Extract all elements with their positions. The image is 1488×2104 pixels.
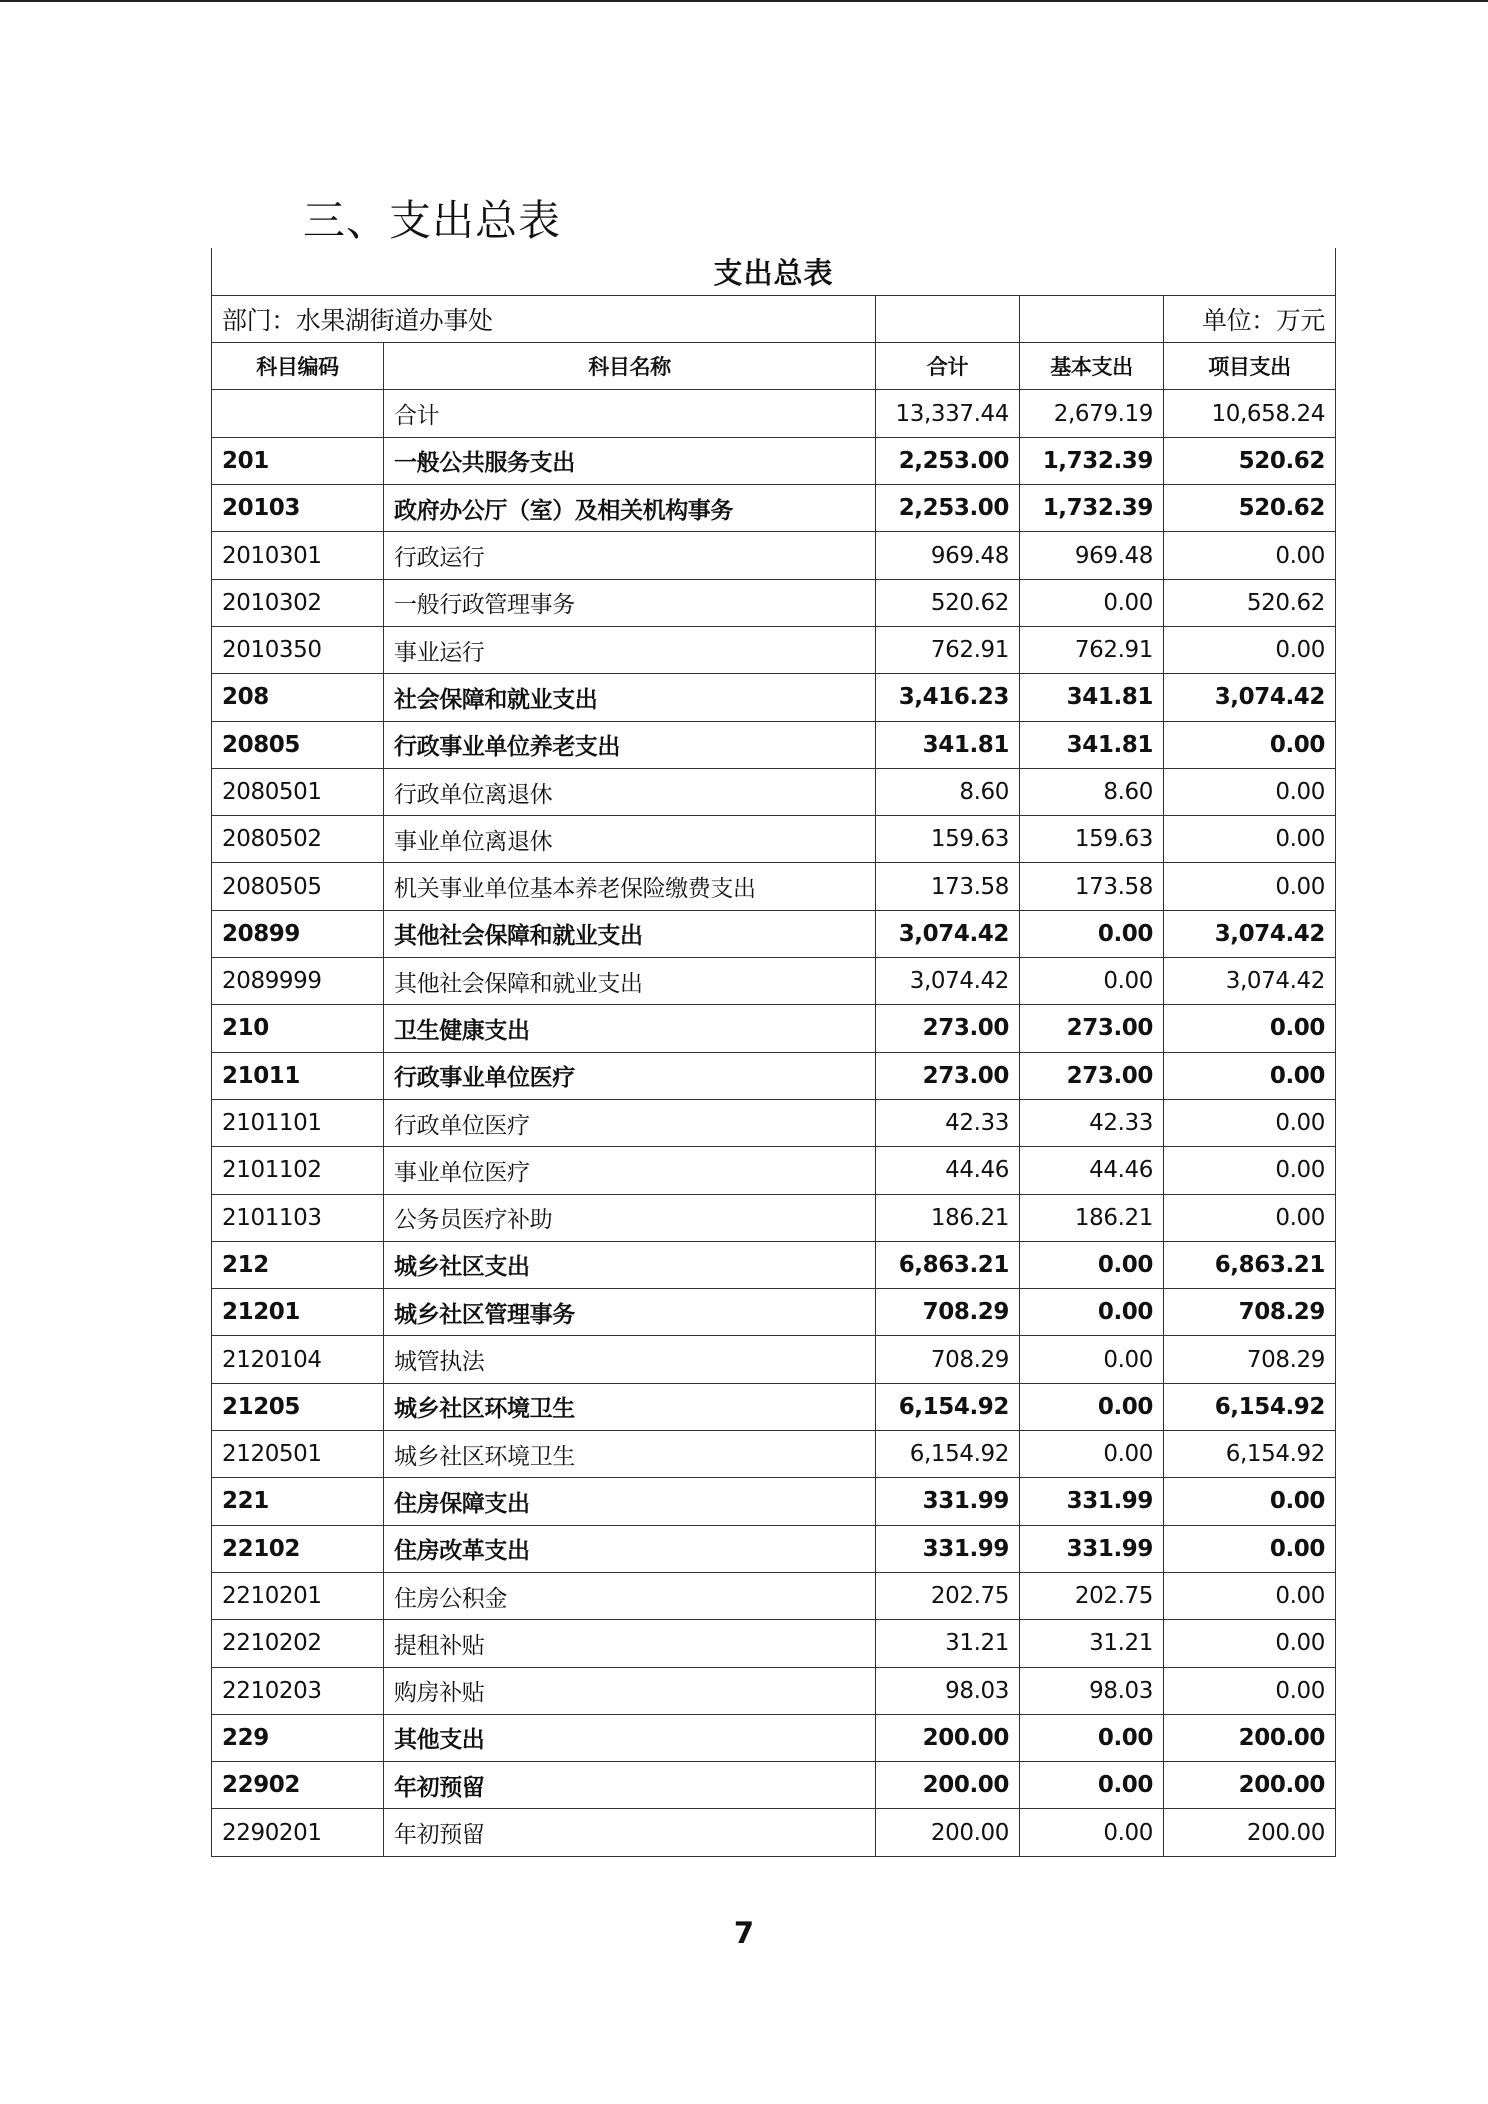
cell-total: 273.00 [876, 1052, 1020, 1099]
cell-code: 2290201 [212, 1809, 384, 1856]
cell-code: 22102 [212, 1525, 384, 1572]
meta-empty-cell [876, 295, 1020, 342]
cell-name: 事业运行 [384, 626, 876, 673]
cell-project: 708.29 [1164, 1336, 1336, 1383]
cell-code: 201 [212, 437, 384, 484]
cell-name: 住房公积金 [384, 1572, 876, 1619]
cell-code: 2089999 [212, 958, 384, 1005]
cell-name: 城乡社区支出 [384, 1241, 876, 1288]
table-row [212, 1099, 1336, 1146]
table-row [212, 1714, 1336, 1761]
cell-code: 210 [212, 1005, 384, 1052]
cell-total: 42.33 [876, 1099, 1020, 1146]
page-number: 7 [733, 1916, 755, 1950]
cell-total: 3,416.23 [876, 674, 1020, 721]
cell-name: 其他社会保障和就业支出 [384, 958, 876, 1005]
table-row [212, 390, 1336, 437]
cell-total: 13,337.44 [876, 390, 1020, 437]
cell-code: 2010350 [212, 626, 384, 673]
cell-total: 708.29 [876, 1336, 1020, 1383]
cell-total: 202.75 [876, 1572, 1020, 1619]
cell-code: 2010302 [212, 579, 384, 626]
table-row [212, 1478, 1336, 1525]
cell-total: 3,074.42 [876, 910, 1020, 957]
cell-project: 0.00 [1164, 1052, 1336, 1099]
cell-total: 3,074.42 [876, 958, 1020, 1005]
cell-project: 708.29 [1164, 1289, 1336, 1336]
cell-total: 520.62 [876, 579, 1020, 626]
table-row [212, 1005, 1336, 1052]
cell-project: 0.00 [1164, 768, 1336, 815]
header-code: 科目编码 [212, 343, 384, 390]
cell-basic: 0.00 [1020, 579, 1164, 626]
table-row [212, 1572, 1336, 1619]
cell-project: 0.00 [1164, 721, 1336, 768]
cell-name: 提租补贴 [384, 1620, 876, 1667]
top-border-line [0, 0, 1488, 2]
table-row [212, 674, 1336, 721]
cell-project: 10,658.24 [1164, 390, 1336, 437]
cell-code: 20103 [212, 485, 384, 532]
table-header-row [212, 343, 1336, 390]
cell-project: 0.00 [1164, 1005, 1336, 1052]
cell-total: 762.91 [876, 626, 1020, 673]
cell-basic: 159.63 [1020, 816, 1164, 863]
cell-project: 6,863.21 [1164, 1241, 1336, 1288]
cell-project: 0.00 [1164, 1478, 1336, 1525]
cell-project: 0.00 [1164, 1667, 1336, 1714]
cell-basic: 186.21 [1020, 1194, 1164, 1241]
cell-total: 173.58 [876, 863, 1020, 910]
cell-code: 2080505 [212, 863, 384, 910]
cell-name: 公务员医疗补助 [384, 1194, 876, 1241]
cell-name: 其他社会保障和就业支出 [384, 910, 876, 957]
table-row [212, 1052, 1336, 1099]
table-row [212, 1431, 1336, 1478]
cell-total: 200.00 [876, 1714, 1020, 1761]
cell-basic: 762.91 [1020, 626, 1164, 673]
cell-total: 159.63 [876, 816, 1020, 863]
table-row [212, 768, 1336, 815]
cell-name: 一般行政管理事务 [384, 579, 876, 626]
cell-basic: 0.00 [1020, 1383, 1164, 1430]
cell-code: 21011 [212, 1052, 384, 1099]
cell-basic: 1,732.39 [1020, 437, 1164, 484]
table-row [212, 626, 1336, 673]
header-total: 合计 [876, 343, 1020, 390]
cell-total: 186.21 [876, 1194, 1020, 1241]
expense-summary-table [211, 248, 1336, 1857]
cell-name: 社会保障和就业支出 [384, 674, 876, 721]
cell-name: 住房保障支出 [384, 1478, 876, 1525]
cell-code: 2210202 [212, 1620, 384, 1667]
table-row [212, 1762, 1336, 1809]
table-row [212, 1194, 1336, 1241]
cell-project: 0.00 [1164, 1194, 1336, 1241]
cell-project: 3,074.42 [1164, 910, 1336, 957]
cell-project: 3,074.42 [1164, 674, 1336, 721]
meta-empty-cell [1020, 295, 1164, 342]
cell-project: 0.00 [1164, 626, 1336, 673]
cell-total: 8.60 [876, 768, 1020, 815]
cell-project: 520.62 [1164, 485, 1336, 532]
table-row [212, 1525, 1336, 1572]
cell-basic: 8.60 [1020, 768, 1164, 815]
cell-code: 229 [212, 1714, 384, 1761]
table-row [212, 1809, 1336, 1856]
cell-basic: 0.00 [1020, 1809, 1164, 1856]
cell-name: 年初预留 [384, 1809, 876, 1856]
cell-total: 273.00 [876, 1005, 1020, 1052]
cell-basic: 341.81 [1020, 674, 1164, 721]
cell-code: 2080502 [212, 816, 384, 863]
cell-basic: 273.00 [1020, 1052, 1164, 1099]
cell-total: 6,154.92 [876, 1431, 1020, 1478]
cell-name: 卫生健康支出 [384, 1005, 876, 1052]
cell-project: 200.00 [1164, 1809, 1336, 1856]
cell-code: 20899 [212, 910, 384, 957]
table-row [212, 816, 1336, 863]
cell-basic: 273.00 [1020, 1005, 1164, 1052]
table-caption: 支出总表 [212, 248, 1336, 295]
cell-name: 城乡社区管理事务 [384, 1289, 876, 1336]
table-row [212, 1289, 1336, 1336]
cell-code: 20805 [212, 721, 384, 768]
department-label: 部门：水果湖街道办事处 [212, 295, 876, 342]
cell-total: 6,154.92 [876, 1383, 1020, 1430]
cell-name: 政府办公厅（室）及相关机构事务 [384, 485, 876, 532]
table-row [212, 1667, 1336, 1714]
cell-basic: 969.48 [1020, 532, 1164, 579]
cell-name: 城乡社区环境卫生 [384, 1383, 876, 1430]
cell-project: 0.00 [1164, 1099, 1336, 1146]
cell-name: 购房补贴 [384, 1667, 876, 1714]
cell-project: 200.00 [1164, 1762, 1336, 1809]
table-caption-row [212, 248, 1336, 295]
cell-project: 200.00 [1164, 1714, 1336, 1761]
table-row [212, 958, 1336, 1005]
cell-basic: 0.00 [1020, 1336, 1164, 1383]
cell-basic: 331.99 [1020, 1478, 1164, 1525]
cell-project: 520.62 [1164, 437, 1336, 484]
cell-project: 0.00 [1164, 1572, 1336, 1619]
cell-total: 331.99 [876, 1478, 1020, 1525]
table-row [212, 579, 1336, 626]
table-row [212, 1147, 1336, 1194]
table-body [212, 248, 1336, 1856]
cell-code: 212 [212, 1241, 384, 1288]
cell-code: 2101101 [212, 1099, 384, 1146]
table-row [212, 1620, 1336, 1667]
cell-name: 城乡社区环境卫生 [384, 1431, 876, 1478]
cell-code: 21205 [212, 1383, 384, 1430]
table-row [212, 532, 1336, 579]
table-meta-row [212, 295, 1336, 342]
cell-name: 合计 [384, 390, 876, 437]
cell-total: 200.00 [876, 1809, 1020, 1856]
cell-total: 2,253.00 [876, 485, 1020, 532]
table-row [212, 910, 1336, 957]
cell-total: 200.00 [876, 1762, 1020, 1809]
cell-code: 221 [212, 1478, 384, 1525]
header-basic: 基本支出 [1020, 343, 1164, 390]
cell-code: 2080501 [212, 768, 384, 815]
cell-basic: 0.00 [1020, 1762, 1164, 1809]
cell-basic: 1,732.39 [1020, 485, 1164, 532]
cell-total: 98.03 [876, 1667, 1020, 1714]
cell-code: 2210201 [212, 1572, 384, 1619]
header-name: 科目名称 [384, 343, 876, 390]
cell-basic: 42.33 [1020, 1099, 1164, 1146]
header-project: 项目支出 [1164, 343, 1336, 390]
cell-total: 331.99 [876, 1525, 1020, 1572]
cell-code: 2101102 [212, 1147, 384, 1194]
cell-code: 208 [212, 674, 384, 721]
cell-name: 行政事业单位医疗 [384, 1052, 876, 1099]
cell-name: 城管执法 [384, 1336, 876, 1383]
table-row [212, 721, 1336, 768]
cell-total: 44.46 [876, 1147, 1020, 1194]
table-row [212, 437, 1336, 484]
cell-basic: 173.58 [1020, 863, 1164, 910]
cell-code: 22902 [212, 1762, 384, 1809]
cell-name: 事业单位医疗 [384, 1147, 876, 1194]
table-row [212, 863, 1336, 910]
cell-total: 6,863.21 [876, 1241, 1020, 1288]
table-row [212, 1241, 1336, 1288]
cell-basic: 44.46 [1020, 1147, 1164, 1194]
cell-project: 0.00 [1164, 1147, 1336, 1194]
cell-name: 年初预留 [384, 1762, 876, 1809]
cell-basic: 0.00 [1020, 1241, 1164, 1288]
cell-basic: 0.00 [1020, 1289, 1164, 1336]
cell-code: 21201 [212, 1289, 384, 1336]
cell-name: 一般公共服务支出 [384, 437, 876, 484]
cell-total: 969.48 [876, 532, 1020, 579]
table-row [212, 1383, 1336, 1430]
cell-total: 708.29 [876, 1289, 1020, 1336]
cell-project: 520.62 [1164, 579, 1336, 626]
cell-basic: 0.00 [1020, 1431, 1164, 1478]
cell-basic: 0.00 [1020, 1714, 1164, 1761]
cell-name: 住房改革支出 [384, 1525, 876, 1572]
cell-project: 0.00 [1164, 532, 1336, 579]
cell-basic: 202.75 [1020, 1572, 1164, 1619]
cell-name: 行政运行 [384, 532, 876, 579]
cell-code: 2010301 [212, 532, 384, 579]
cell-project: 6,154.92 [1164, 1383, 1336, 1430]
table-row [212, 485, 1336, 532]
cell-name: 其他支出 [384, 1714, 876, 1761]
cell-name: 行政事业单位养老支出 [384, 721, 876, 768]
cell-project: 3,074.42 [1164, 958, 1336, 1005]
cell-project: 6,154.92 [1164, 1431, 1336, 1478]
cell-name: 事业单位离退休 [384, 816, 876, 863]
unit-label: 单位：万元 [1164, 295, 1336, 342]
cell-code: 2210203 [212, 1667, 384, 1714]
cell-basic: 2,679.19 [1020, 390, 1164, 437]
cell-code: 2120104 [212, 1336, 384, 1383]
cell-basic: 0.00 [1020, 910, 1164, 957]
cell-name: 行政单位离退休 [384, 768, 876, 815]
cell-code: 2120501 [212, 1431, 384, 1478]
cell-total: 2,253.00 [876, 437, 1020, 484]
cell-basic: 341.81 [1020, 721, 1164, 768]
cell-name: 行政单位医疗 [384, 1099, 876, 1146]
cell-total: 341.81 [876, 721, 1020, 768]
cell-code [212, 390, 384, 437]
cell-basic: 31.21 [1020, 1620, 1164, 1667]
table-row [212, 1336, 1336, 1383]
cell-basic: 0.00 [1020, 958, 1164, 1005]
cell-total: 31.21 [876, 1620, 1020, 1667]
section-title: 三、支出总表 [303, 196, 562, 245]
cell-basic: 98.03 [1020, 1667, 1164, 1714]
cell-code: 2101103 [212, 1194, 384, 1241]
cell-project: 0.00 [1164, 863, 1336, 910]
cell-name: 机关事业单位基本养老保险缴费支出 [384, 863, 876, 910]
cell-project: 0.00 [1164, 1525, 1336, 1572]
cell-basic: 331.99 [1020, 1525, 1164, 1572]
cell-project: 0.00 [1164, 816, 1336, 863]
cell-project: 0.00 [1164, 1620, 1336, 1667]
